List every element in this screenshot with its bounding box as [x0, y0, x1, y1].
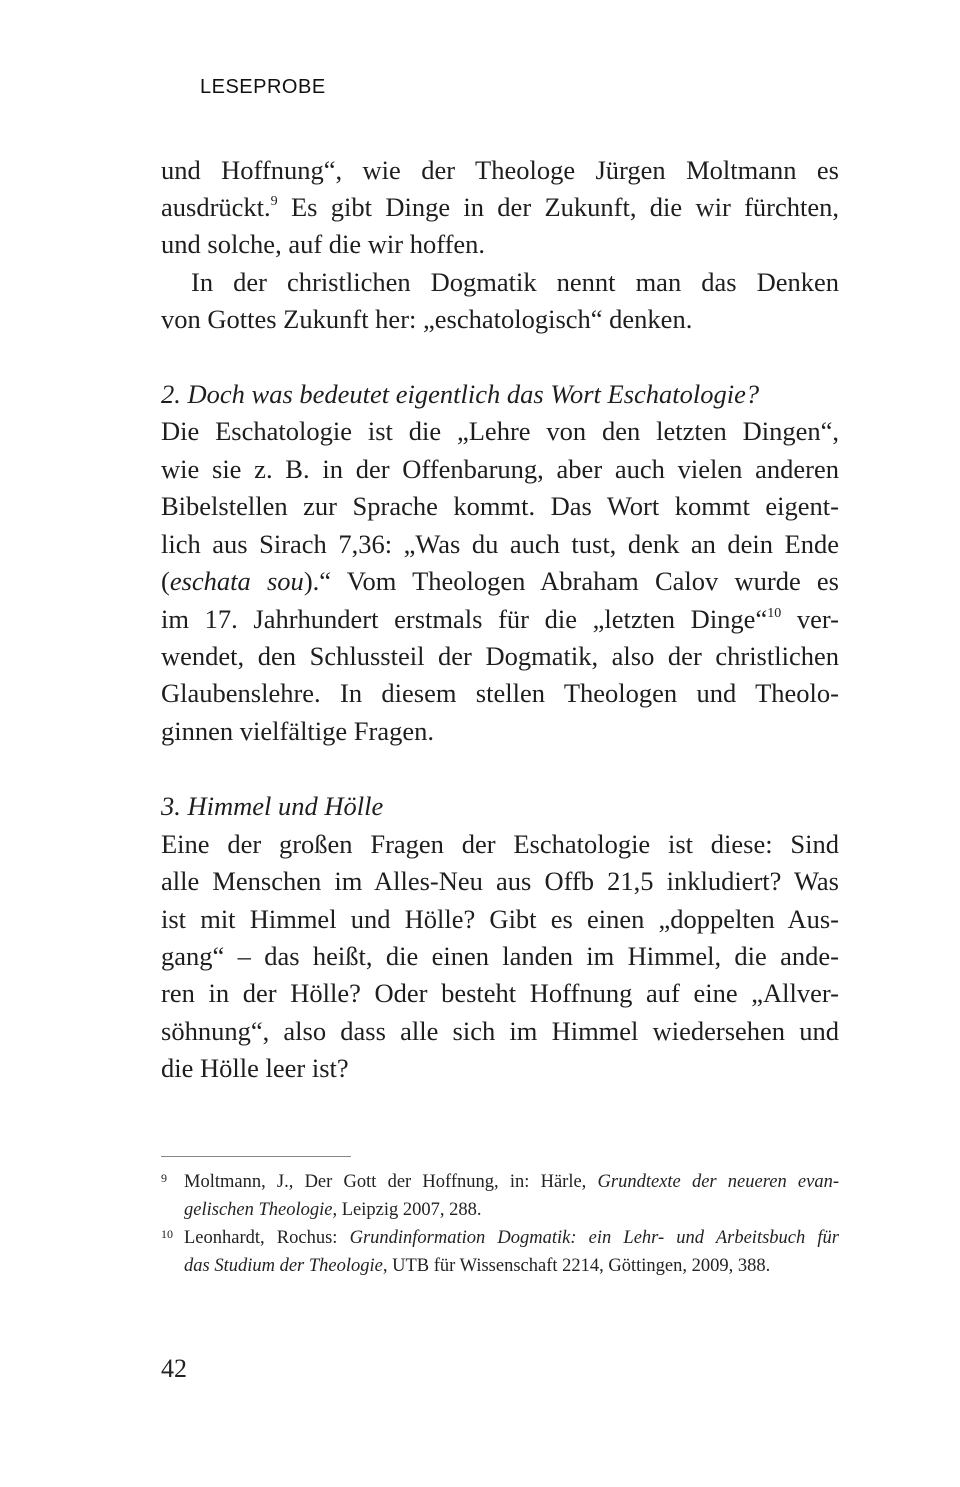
- footnote-ref-10: 10: [767, 606, 782, 621]
- body-line: wie sie z. B. in der Offenbarung, aber auch vielen anderen: [161, 454, 839, 484]
- body-line: Glaubenslehre. In diesem stellen Theologen und Theolo-: [161, 678, 839, 708]
- body-line: Bibelstellen zur Sprache kommt. Das Wort kommt eigent-: [161, 491, 839, 521]
- body-line: gang“ – das heißt, die einen landen im Himmel, die ande-: [161, 941, 839, 971]
- footnote-number: 10: [161, 1227, 173, 1241]
- footnote-text: gelischen Theologie, Leipzig 2007, 288.: [184, 1200, 482, 1220]
- body-line: söhnung“, also dass alle sich im Himmel wiedersehen und: [161, 1016, 839, 1046]
- section-heading: 2. Doch was bedeutet eigentlich das Wort Eschatologie?: [161, 379, 760, 409]
- footnote-text: das Studium der Theologie, UTB für Wissenschaft 2214, Göttingen, 2009, 388.: [184, 1256, 771, 1276]
- body-line: alle Menschen im Alles-Neu aus Offb 21,5 inkludiert? Was: [161, 866, 839, 896]
- body-line: Eine der großen Fragen der Eschatologie ist diese: Sind: [161, 829, 839, 859]
- body-line: (eschata sou).“ Vom Theologen Abraham Calov wurde es: [161, 566, 839, 596]
- body-line: von Gottes Zukunft her: „eschatologisch“ denken.: [161, 304, 693, 334]
- body-line: wendet, den Schlussteil der Dogmatik, also der christlichen: [161, 641, 839, 671]
- body-line: und solche, auf die wir hoffen.: [161, 229, 486, 259]
- page-number: 42: [161, 1354, 187, 1383]
- body-line: In der christlichen Dogmatik nennt man das Denken: [191, 267, 839, 297]
- body-line: lich aus Sirach 7,36: „Was du auch tust, denk an dein Ende: [161, 529, 839, 559]
- body-line: und Hoffnung“, wie der Theologe Jürgen Moltmann es: [161, 155, 839, 185]
- footnote-number: 9: [161, 1171, 167, 1185]
- body-line: ist mit Himmel und Hölle? Gibt es einen „doppelten Aus-: [161, 904, 839, 934]
- footnote-text: Leonhardt, Rochus: Grundinformation Dogmatik: ein Lehr- und Arbeitsbuch für: [184, 1228, 839, 1248]
- body-line: im 17. Jahrhundert erstmals für die „letzten Dinge“$^{10}$ ver-: [161, 604, 839, 634]
- body-line: ren in der Hölle? Oder besteht Hoffnung auf eine „Allver-: [161, 978, 839, 1008]
- footnote-ref-9: 9: [270, 194, 278, 209]
- body-line: die Hölle leer ist?: [161, 1053, 349, 1083]
- footnote-divider: [161, 1156, 351, 1157]
- footnote-text: Moltmann, J., Der Gott der Hoffnung, in: Härle, Grundtexte der neueren evan-: [184, 1172, 839, 1192]
- leseprobe-header: LESEPROBE: [200, 76, 326, 98]
- body-line: ausdrückt.$^9$ Es gibt Dinge in der Zukunft, die wir fürchten,: [161, 192, 839, 222]
- section-heading: 3. Himmel und Hölle: [161, 791, 384, 821]
- body-line: ginnen vielfältige Fragen.: [161, 716, 435, 746]
- body-line: Die Eschatologie ist die „Lehre von den letzten Dingen“,: [161, 416, 839, 446]
